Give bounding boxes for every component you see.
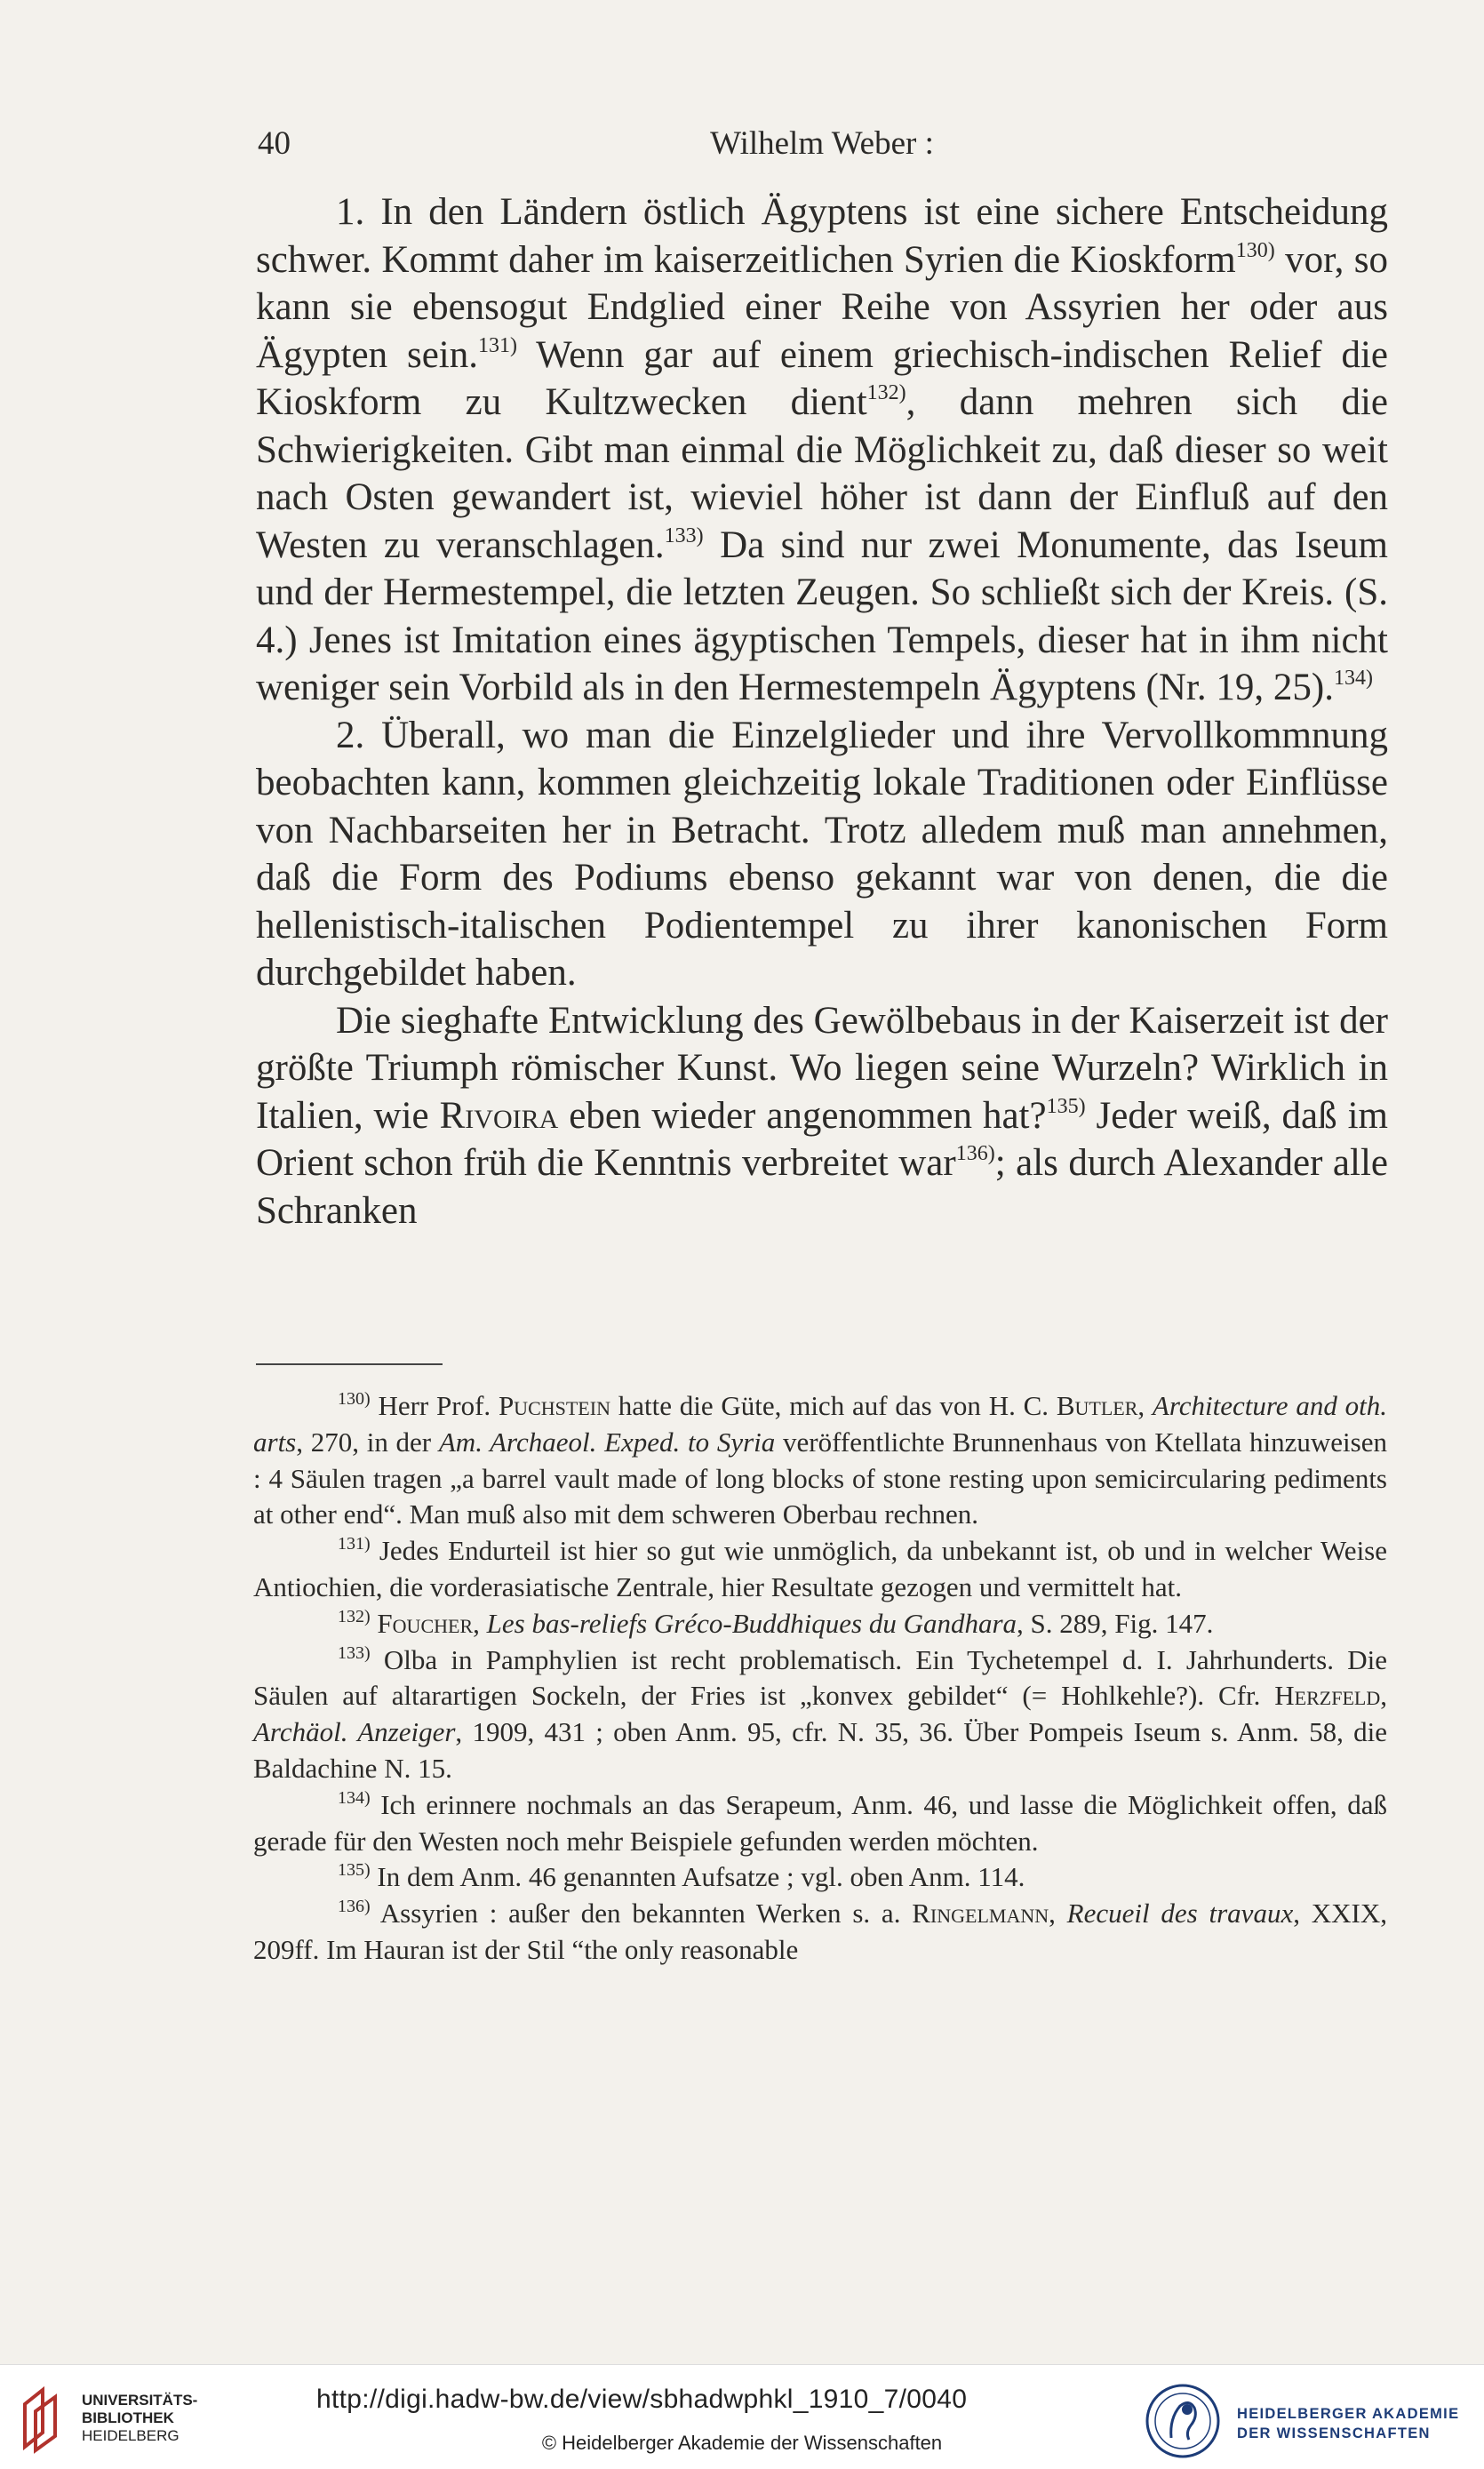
footnote-number: 136) [338,1897,371,1917]
footnote-number: 131) [338,1534,371,1554]
copyright-notice: © Heidelberger Akademie der Wissenschaften [541,2432,943,2454]
author-name: Puchstein [498,1390,610,1421]
footnote-ref-132[interactable]: 132) [866,381,906,404]
footnote-131 [253,1533,1387,1606]
text-run: , 1909, 431 ; oben Anm. 95, cfr. N. 35, 36. Über Pompeis Iseum s. Anm. 58, die Baldachine N. 15. [253,1716,1387,1784]
footnotes [253,1388,1387,1969]
footnote-ref-136[interactable]: 136) [955,1142,995,1165]
footnote-number: 135) [338,1860,371,1881]
text-run: 1. In den Ländern östlich Ägyptens ist eine sichere Entscheidung schwer. Kommt daher im kaiserzeitlichen Syrien die Kioskform [256,191,1388,281]
text-run: Herr Prof. [370,1390,499,1421]
page-number: 40 [258,125,291,162]
text-run: Ich erinnere nochmals an das Serapeum, Anm. 46, und lasse die Möglichkeit offen, daß gerade für den Westen noch mehr Beispiele gefunden werden möchten. [253,1788,1387,1857]
page-header [258,124,1386,169]
author-name: Butler [1056,1390,1138,1421]
text-run: Assyrien : außer den bekannten Werken s. a. [370,1898,913,1930]
library-name-line: BIBLIOTHEK [82,2409,174,2426]
footnote-132 [253,1606,1387,1642]
text-run: , [1049,1898,1067,1930]
main-text [256,188,1388,1234]
text-run: ; als durch Alexander alle Schranken [256,1142,1388,1232]
work-title: Am. Archaeol. Exped. to Syria [438,1426,776,1458]
text-run: vor, so kann sie ebensogut Endglied einer Reihe von Assyrien her oder aus Ägypten sein. [256,238,1388,376]
footnote-number: 133) [338,1642,371,1663]
library-name-line: HEIDELBERG [82,2427,180,2444]
work-title: Les bas-reliefs Gréco-Buddhiques du Gandhara [486,1607,1017,1639]
author-name: Ringelmann [912,1898,1049,1930]
text-run: , [1380,1680,1387,1712]
footnote-136 [253,1896,1387,1969]
text-run: eben wieder angenommen hat? [558,1094,1047,1137]
text-run: , [1137,1390,1153,1421]
text-run: Wenn gar auf einem griechisch-indischen Relief die Kioskform zu Kultzwecken dient [256,333,1388,423]
paragraph-3 [256,997,1388,1235]
text-run: In dem Anm. 46 genannten Aufsatze ; vgl. oben Anm. 114. [370,1861,1025,1893]
text-run: , S. 289, Fig. 147. [1017,1607,1214,1639]
text-run: Olba in Pamphylien ist recht problematisch. Ein Tychetempel d. I. Jahrhunderts. Die Säulen auf altarartigen Sockeln, der Fries ist „konvex gebildet“ (= Hohlkehle?). Cfr. [253,1643,1387,1712]
footnote-135 [253,1859,1387,1896]
work-title: Archäol. Anzeiger [253,1716,456,1748]
text-run: , XXIX, 209ff. Im Hauran ist der Stil “the only reasonable [253,1898,1387,1965]
work-title: Architecture and oth. arts [253,1390,1387,1458]
text-run: Jeder weiß, daß im Orient schon früh die Kenntnis verbreitet war [256,1094,1389,1184]
text-run: veröffentlichte Brunnenhaus von Ktellata hinzuweisen : 4 Säulen tragen „a barrel vault made of long blocks of stone resting upon semicircularing pediments at other end“. Man muß also mit dem schweren Oberbau rechnen. [253,1426,1387,1530]
text-run: hatte die Güte, mich auf das von H. C. [610,1390,1057,1421]
text-run: , [473,1607,487,1639]
paragraph-1 [256,188,1388,712]
footnote-134 [253,1787,1387,1860]
footnote-number: 134) [338,1787,371,1808]
footnote-ref-134[interactable]: 134) [1333,667,1373,690]
text-run: Da sind nur zwei Monumente, das Iseum und der Hermestempel, die letzten Zeugen. So schließt sich der Kreis. (S. 4.) Jenes ist Imitation eines ägyptischen Tempels, dieser hat in ihm nicht weniger sein Vorbild als in den Hermestempeln Ägyptens (Nr. 19, 25). [256,523,1388,708]
footnote-ref-133[interactable]: 133) [664,523,704,547]
running-head: Wilhelm Weber : [710,125,934,162]
work-title: Recueil des travaux [1066,1898,1294,1930]
footnote-ref-131[interactable]: 131) [478,333,517,357]
footnote-ref-130[interactable]: 130) [1235,238,1275,262]
permalink-url[interactable]: http://digi.hadw-bw.de/view/sbhadwphkl_1910_7/0040 [316,2385,968,2414]
text-run: Die sieghafte Entwicklung des Gewölbebaus in der Kaiserzeit ist der größte Triumph römischer Kunst. Wo liegen seine Wurzeln? Wirklich in Italien, wie [256,999,1388,1137]
paragraph-2: 2. Überall, wo man die Einzelglieder und ihre Vervollkommnung beobachten kann, kommen gleichzeitig lokale Traditionen oder Einflüsse von Nachbarseiten her in Betracht. Trotz alledem muß man annehmen, daß die Form des Podiums ebenso gekannt war von denen, die die hellenistisch-italischen Podientempel zu ihrer kanonischen Form durchgebildet haben. [256,714,1388,994]
footnote-ref-135[interactable]: 135) [1046,1094,1086,1118]
library-name-line: UNIVERSITÄTS- [82,2392,198,2409]
text-run: Jedes Endurteil ist hier so gut wie unmöglich, da unbekannt ist, ob und in welcher Weise Antiochien, die vorderasiatische Zentrale, hier Resultate gezogen und vermittelt hat. [253,1535,1387,1602]
academy-name-line: HEIDELBERGER AKADEMIE [1237,2406,1460,2422]
footnote-number: 130) [338,1389,371,1409]
text-run: , dann mehren sich die Schwierigkeiten. Gibt man einmal die Möglichkeit zu, daß dieser so weit nach Osten gewandert ist, wieviel höher ist dann der Einfluß auf den Westen zu veranschlagen. [256,381,1388,566]
author-name: Rivoira [439,1094,559,1137]
footnote-133 [253,1642,1387,1787]
footnote-number: 132) [338,1606,371,1626]
text-run: , 270, in der [296,1426,439,1458]
viewer-footer [0,2364,1484,2469]
author-name: Foucher [377,1607,474,1639]
academy-seal-icon[interactable] [1145,2383,1221,2459]
author-name: Herzfeld [1274,1680,1381,1712]
academy-name [1237,2404,1459,2443]
academy-name-line: DER WISSENSCHAFTEN [1237,2425,1431,2441]
footnote-divider [256,1363,443,1365]
footnote-130 [253,1388,1387,1533]
